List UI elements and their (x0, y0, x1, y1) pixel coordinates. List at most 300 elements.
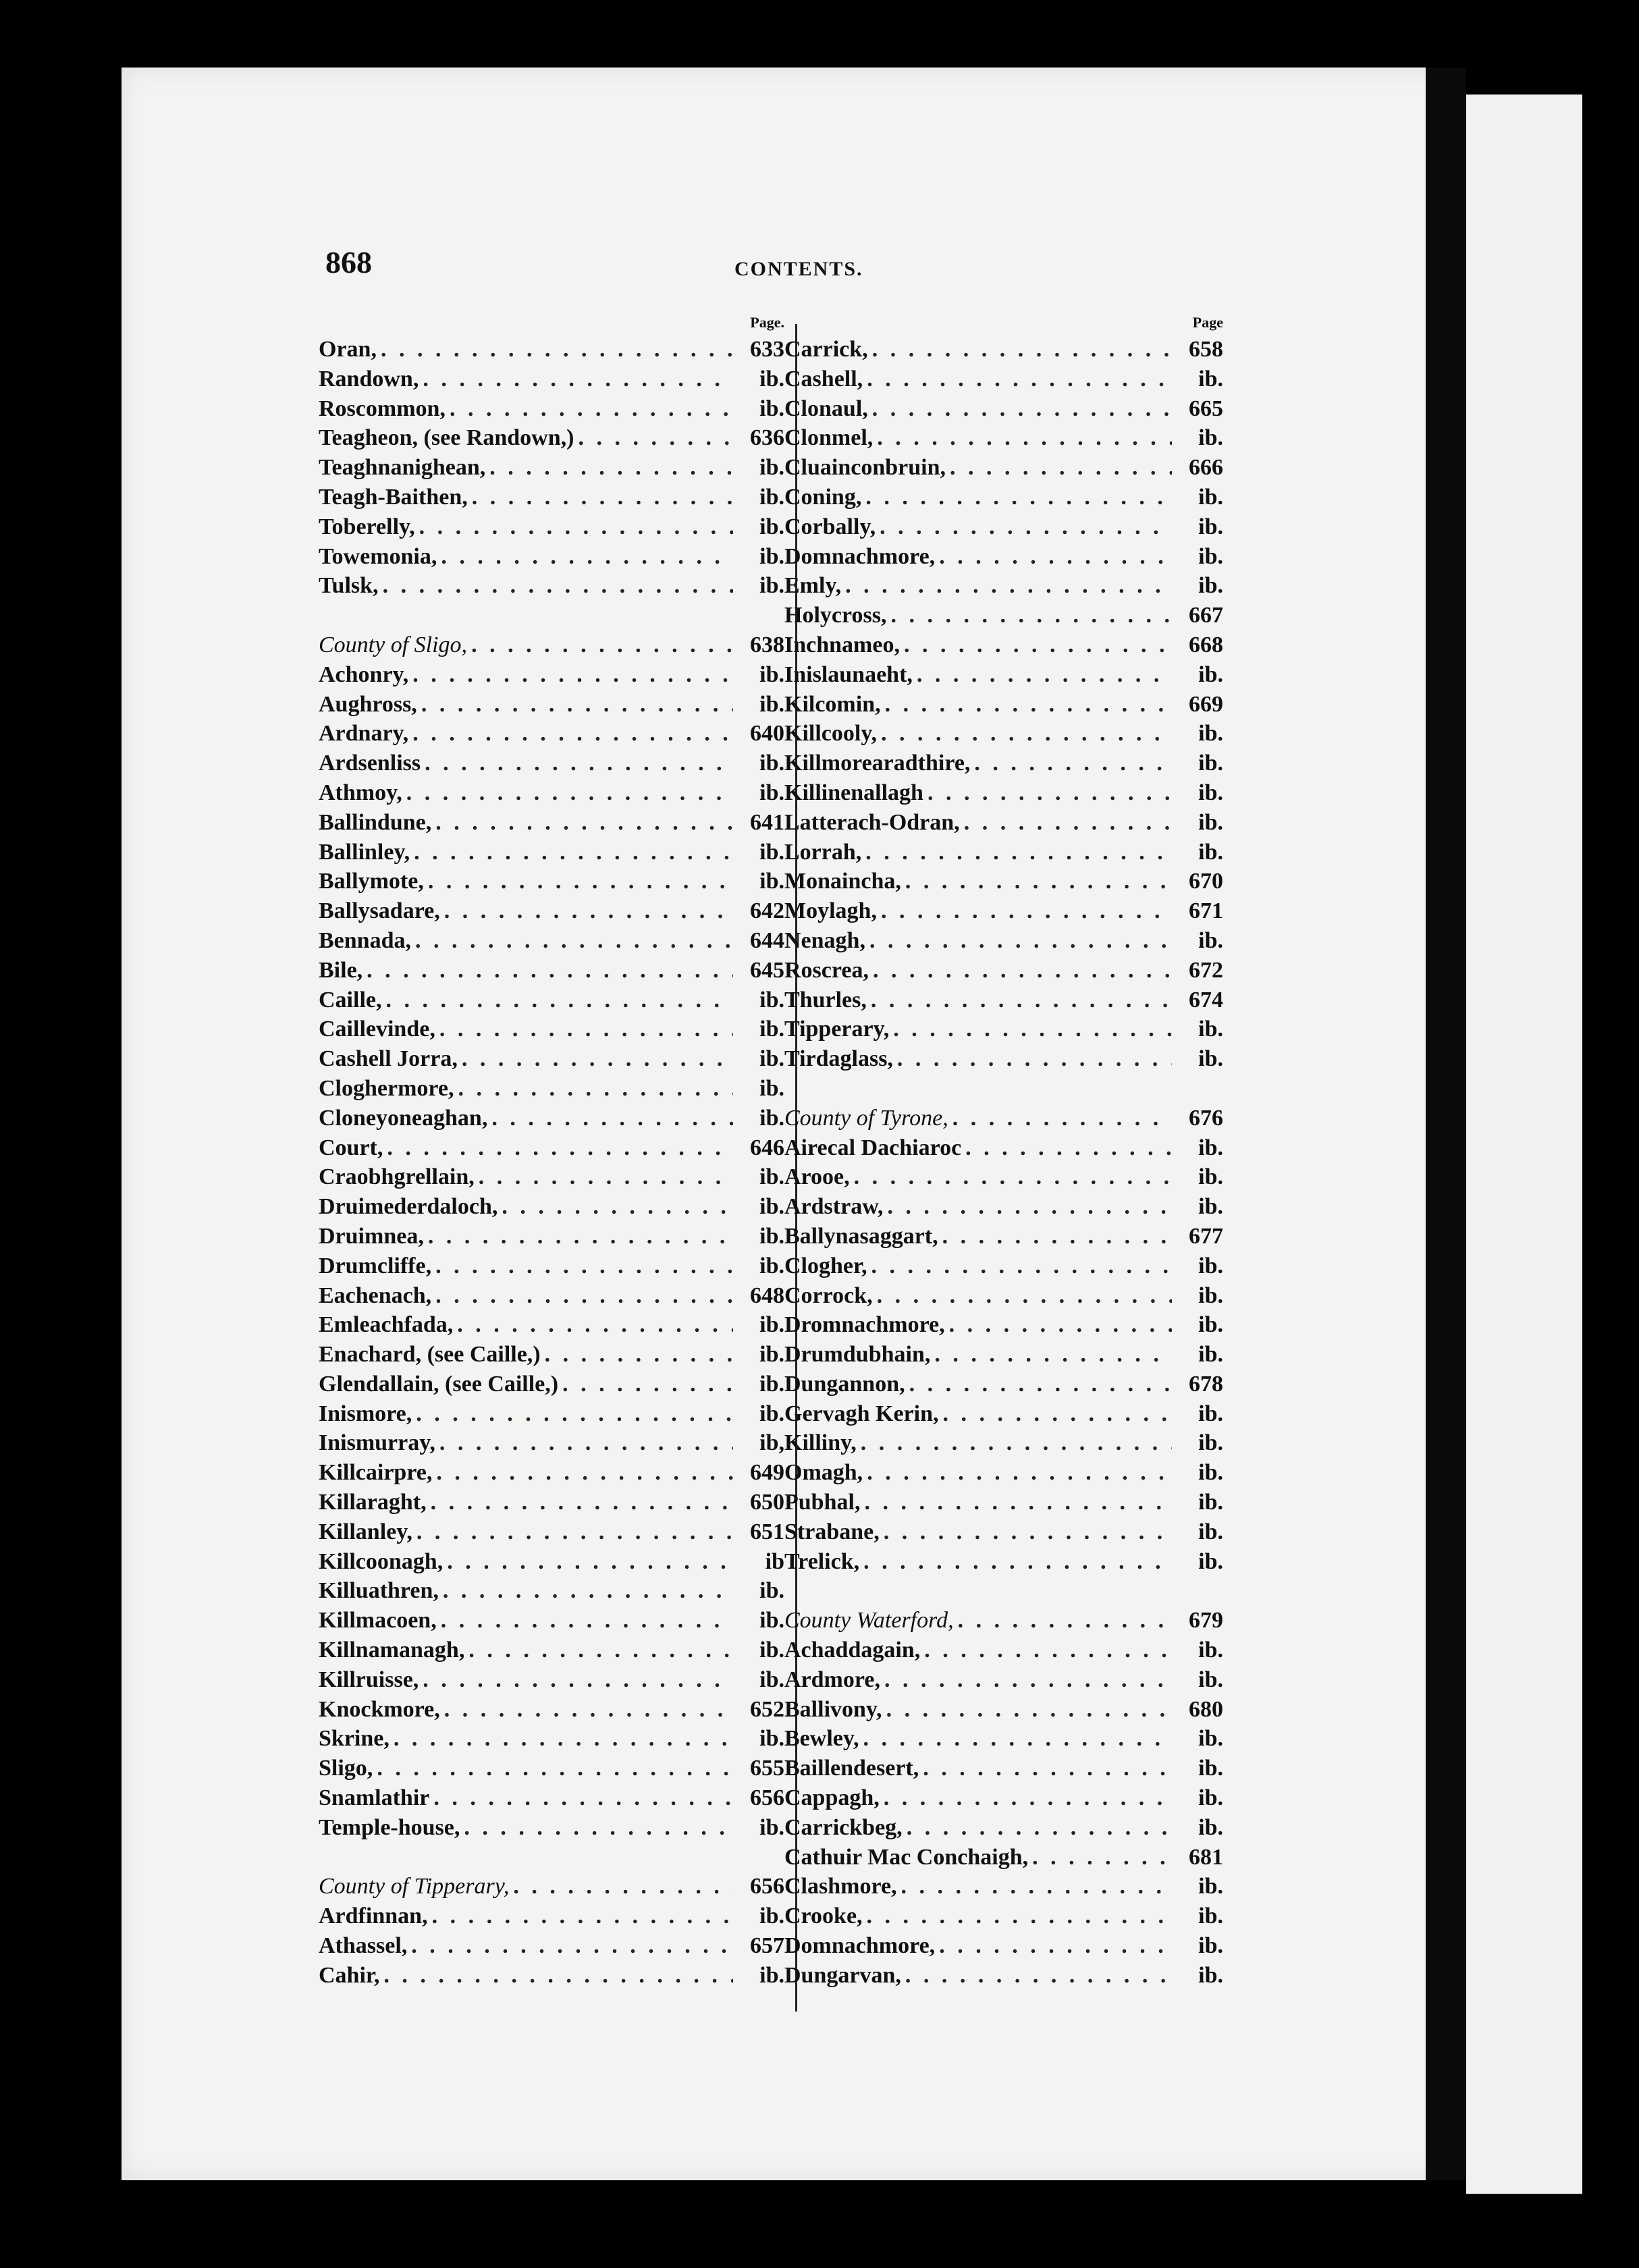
contents-entry (784, 1783, 1223, 1813)
contents-entry (319, 896, 784, 926)
entry-name: Dungannon, (784, 1371, 905, 1397)
contents-entry (784, 660, 1223, 690)
contents-entry (319, 1074, 784, 1104)
dot-leader (872, 335, 1172, 364)
entry-name: Gervagh Kerin, (784, 1401, 939, 1426)
entry-name: Airecal Dachiaroc (784, 1135, 962, 1160)
entry-name: Monaincha, (784, 869, 901, 894)
contents-entry (784, 1251, 1223, 1281)
entry-name: Tipperary, (784, 1017, 890, 1042)
dot-leader (881, 896, 1172, 926)
entry-page: 668 (1189, 632, 1223, 657)
section-heading (319, 630, 784, 660)
entry-page: ib. (1198, 1785, 1223, 1811)
dot-leader (383, 1961, 733, 1991)
dot-leader (864, 1488, 1172, 1517)
contents-entry (319, 483, 784, 512)
entry-page: 642 (750, 898, 784, 924)
dot-leader (428, 1222, 733, 1251)
dot-leader (491, 1104, 733, 1133)
contents-entry (784, 1636, 1223, 1665)
contents-entry (319, 1458, 784, 1488)
dot-leader (873, 956, 1172, 986)
contents-entry (319, 838, 784, 867)
entry-name: Bile, (319, 957, 363, 983)
contents-entry (319, 1783, 784, 1813)
dot-leader (394, 1724, 733, 1754)
dot-leader (923, 1754, 1172, 1783)
entry-page: ib. (1198, 1962, 1223, 1988)
contents-entry (319, 749, 784, 778)
entry-page: ib. (1198, 1312, 1223, 1338)
entry-page: 679 (1189, 1608, 1223, 1634)
entry-page: ib. (759, 1017, 784, 1042)
contents-entry (784, 453, 1223, 483)
entry-page: ib, (759, 1430, 784, 1456)
entry-name: Bewley, (784, 1726, 859, 1752)
dot-leader (458, 1074, 733, 1104)
entry-page: ib. (1198, 484, 1223, 510)
dot-leader (444, 1695, 733, 1725)
contents-entry (784, 1458, 1223, 1488)
entry-page: ib. (759, 1371, 784, 1397)
dot-leader (877, 423, 1172, 453)
entry-page: ib. (1198, 1933, 1223, 1959)
contents-entry (784, 778, 1223, 808)
section-gap (319, 1843, 784, 1872)
dot-leader (464, 1813, 733, 1843)
dot-leader (884, 1783, 1172, 1813)
dot-leader (886, 1695, 1172, 1725)
dot-leader (377, 1754, 733, 1783)
entry-page: ib. (1198, 425, 1223, 451)
entry-page: ib. (759, 573, 784, 599)
entry-name: Inislaunaeht, (784, 662, 913, 687)
entry-name: Inismore, (319, 1401, 412, 1426)
contents-entry (784, 838, 1223, 867)
entry-name: Ardmore, (784, 1667, 880, 1692)
dot-leader (412, 660, 733, 690)
dot-leader (439, 1428, 733, 1458)
entry-name: Drumdubhain, (784, 1342, 931, 1368)
dot-leader (871, 1251, 1172, 1281)
entry-name: County of Tyrone, (784, 1105, 948, 1131)
dot-leader (964, 808, 1172, 838)
entry-name: Craobhgrellain, (319, 1164, 475, 1190)
contents-entry (784, 1399, 1223, 1429)
dot-leader (431, 1488, 733, 1517)
entry-name: Glendallain, (see Caille,) (319, 1371, 559, 1397)
entry-name: Domnachmore, (784, 543, 936, 569)
entry-page: ib. (759, 1194, 784, 1220)
entry-page: 671 (1189, 898, 1223, 924)
dot-leader (423, 1665, 733, 1695)
entry-page: ib. (759, 396, 784, 421)
dot-leader (423, 364, 733, 394)
contents-entry (319, 1606, 784, 1636)
dot-leader (884, 1517, 1172, 1547)
entry-name: Ardfinnan, (319, 1904, 428, 1929)
entry-page: 645 (750, 957, 784, 983)
entry-page: ib. (759, 1578, 784, 1604)
entry-page: ib. (1198, 809, 1223, 835)
entry-page: 665 (1189, 396, 1223, 421)
dot-leader (909, 1370, 1172, 1399)
entry-name: Killcooly, (784, 721, 877, 747)
dot-leader (949, 1310, 1172, 1340)
entry-name: Achaddagain, (784, 1638, 921, 1663)
entry-page: 669 (1189, 691, 1223, 717)
entry-name: Teagh-Baithen, (319, 484, 468, 510)
entry-name: Cloghermore, (319, 1075, 454, 1101)
contents-entry (784, 1281, 1223, 1311)
entry-page: ib. (759, 780, 784, 805)
entry-page: 652 (750, 1696, 784, 1722)
entry-page: ib. (759, 1312, 784, 1338)
contents-column-left (319, 310, 784, 1991)
dot-leader (435, 1251, 733, 1281)
entry-name: Ballivony, (784, 1696, 882, 1722)
entry-page: ib. (759, 1342, 784, 1368)
section-heading (319, 1872, 784, 1901)
entry-name: Crooke, (784, 1904, 863, 1929)
dot-leader (578, 423, 733, 453)
entry-page: ib. (759, 455, 784, 481)
entry-name: Emleachfada, (319, 1312, 454, 1338)
entry-page: 655 (750, 1756, 784, 1781)
contents-entry (784, 1665, 1223, 1695)
dot-leader (924, 1636, 1172, 1665)
entry-page: ib. (1198, 1814, 1223, 1840)
contents-entry (784, 1754, 1223, 1783)
contents-entry (319, 1961, 784, 1991)
entry-name: Clonaul, (784, 396, 868, 421)
contents-entry (319, 1636, 784, 1665)
dot-leader (1032, 1843, 1172, 1872)
contents-entry (784, 1517, 1223, 1547)
entry-page: ib. (759, 1253, 784, 1278)
contents-entry (319, 1517, 784, 1547)
dot-leader (871, 986, 1172, 1015)
entry-name: Clonmel, (784, 425, 874, 451)
entry-name: Cluainconbruin, (784, 455, 946, 481)
entry-page: 641 (750, 809, 784, 835)
entry-page: ib. (759, 366, 784, 392)
dot-leader (869, 926, 1172, 956)
dot-leader (441, 1606, 733, 1636)
entry-name: Killruisse, (319, 1667, 419, 1692)
entry-name: Ballysadare, (319, 898, 440, 924)
dot-leader (414, 838, 733, 867)
entry-page: ib. (1198, 1490, 1223, 1515)
entry-name: Lorrah, (784, 839, 862, 865)
page-number: 868 (325, 245, 372, 279)
contents-entry (784, 542, 1223, 572)
entry-name: Cappagh, (784, 1785, 880, 1811)
dot-leader (471, 630, 733, 660)
entry-name: Inismurray, (319, 1430, 435, 1456)
entry-name: Ballindune, (319, 809, 432, 835)
entry-page: ib. (1198, 927, 1223, 953)
entry-name: Cashell, (784, 366, 863, 392)
entry-name: Knockmore, (319, 1696, 440, 1722)
entry-name: Teagheon, (see Randown,) (319, 425, 574, 451)
dot-leader (562, 1370, 733, 1399)
entry-name: Temple-house, (319, 1814, 460, 1840)
entry-page: ib. (759, 1164, 784, 1190)
entry-name: Eachenach, (319, 1282, 432, 1308)
contents-entry (319, 335, 784, 364)
entry-page: ib. (1198, 1756, 1223, 1781)
dot-leader (472, 483, 733, 512)
contents-entry (319, 1044, 784, 1074)
entry-page: 646 (750, 1135, 784, 1160)
dot-leader (950, 453, 1172, 483)
entry-page: 667 (1189, 603, 1223, 628)
dot-leader (450, 394, 733, 424)
entry-page: ib. (759, 1726, 784, 1752)
entry-name: Sligo, (319, 1756, 373, 1781)
contents-entry (784, 394, 1223, 424)
entry-page: ib. (1198, 1253, 1223, 1278)
contents-entry (784, 719, 1223, 749)
dot-leader (854, 1162, 1172, 1192)
contents-entry (784, 1222, 1223, 1251)
contents-entry (319, 808, 784, 838)
contents-entry (784, 956, 1223, 986)
entry-name: Roscrea, (784, 957, 869, 983)
dot-leader (901, 1872, 1172, 1901)
contents-column-right (784, 310, 1223, 1991)
entry-name: Omagh, (784, 1460, 863, 1486)
entry-page: ib. (759, 662, 784, 687)
dot-leader (489, 453, 733, 483)
dot-leader (905, 1961, 1172, 1991)
entry-name: Roscommon, (319, 396, 446, 421)
contents-entry (784, 1813, 1223, 1843)
dot-leader (428, 867, 733, 896)
contents-entry (784, 690, 1223, 720)
contents-entry (319, 1901, 784, 1931)
entry-page: ib. (1198, 1667, 1223, 1692)
dot-leader (441, 542, 733, 572)
facing-page-edge (1466, 94, 1582, 2194)
contents-entry (784, 1961, 1223, 1991)
contents-entry (784, 1133, 1223, 1163)
contents-entry (319, 1015, 784, 1044)
entry-name: Moylagh, (784, 898, 877, 924)
contents-entry (319, 867, 784, 896)
dot-leader (974, 749, 1172, 778)
entry-page: ib. (759, 484, 784, 510)
dot-leader (383, 571, 733, 601)
contents-entry (784, 1547, 1223, 1577)
dot-leader (457, 1310, 733, 1340)
entry-name: Corrock, (784, 1282, 873, 1308)
dot-leader (928, 778, 1172, 808)
entry-name: Court, (319, 1135, 383, 1160)
dot-leader (939, 542, 1172, 572)
entry-page: ib. (1198, 839, 1223, 865)
contents-entry (784, 335, 1223, 364)
dot-leader (865, 838, 1172, 867)
entry-name: Killcairpre, (319, 1460, 433, 1486)
entry-name: Dungarvan, (784, 1962, 901, 1988)
entry-name: County Waterford, (784, 1608, 954, 1634)
dot-leader (439, 1015, 733, 1044)
contents-entry (319, 1547, 784, 1577)
dot-leader (863, 1547, 1172, 1577)
entry-name: Kilcomin, (784, 691, 881, 717)
dot-leader (444, 896, 733, 926)
dot-leader (880, 512, 1172, 542)
entry-page: 656 (750, 1785, 784, 1811)
entry-name: Domnachmore, (784, 1933, 936, 1959)
dot-leader (447, 1547, 733, 1577)
contents-entry (319, 1399, 784, 1429)
entry-page: 640 (750, 721, 784, 747)
running-head: CONTENTS. (734, 258, 863, 280)
contents-entry (784, 630, 1223, 660)
entry-page: ib. (1198, 514, 1223, 539)
entry-page: ib. (759, 839, 784, 865)
contents-entry (319, 1192, 784, 1222)
entry-name: Latterach-Odran, (784, 809, 960, 835)
dot-leader (867, 1458, 1172, 1488)
entry-name: Athmoy, (319, 780, 402, 805)
entry-name: Cloneyoneaghan, (319, 1105, 488, 1131)
entry-page: ib. (1198, 1548, 1223, 1574)
entry-page: ib. (1198, 1726, 1223, 1752)
contents-entry (319, 394, 784, 424)
contents-entry (784, 896, 1223, 926)
entry-name: Druimnea, (319, 1223, 424, 1249)
dot-leader (917, 660, 1172, 690)
dot-leader (934, 1340, 1172, 1370)
contents-entry (319, 1931, 784, 1961)
contents-entry (319, 690, 784, 720)
dot-leader (419, 512, 733, 542)
dot-leader (417, 1517, 733, 1547)
dot-leader (872, 394, 1172, 424)
entry-page: ib. (1198, 1638, 1223, 1663)
contents-entry (784, 1901, 1223, 1931)
dot-leader (387, 1133, 733, 1163)
entry-page: ib. (1198, 662, 1223, 687)
entry-page: ib. (1198, 1135, 1223, 1160)
entry-name: Caille, (319, 987, 382, 1013)
entry-page: 651 (750, 1519, 784, 1544)
entry-name: Killcoonagh, (319, 1548, 444, 1574)
contents-entry (784, 1192, 1223, 1222)
contents-entry (319, 1695, 784, 1725)
contents-entry (784, 1310, 1223, 1340)
contents-entry (319, 1222, 784, 1251)
contents-entry (319, 1310, 784, 1340)
dot-leader (958, 1606, 1172, 1636)
contents-entry (319, 1162, 784, 1192)
dot-leader (867, 1901, 1172, 1931)
contents-entry (319, 542, 784, 572)
dot-leader (433, 1783, 733, 1813)
entry-page: ib. (1198, 780, 1223, 805)
dot-leader (381, 335, 733, 364)
entry-page: ib. (1198, 366, 1223, 392)
entry-page: 680 (1189, 1696, 1223, 1722)
contents-entry (784, 1015, 1223, 1044)
contents-entry (319, 571, 784, 601)
dot-leader (965, 1133, 1172, 1163)
page-column-label: Page (1192, 314, 1223, 331)
contents-entry (784, 867, 1223, 896)
entry-name: Achonry, (319, 662, 409, 687)
entry-page: ib. (759, 691, 784, 717)
entry-page: 681 (1189, 1844, 1223, 1870)
entry-page: ib. (1198, 573, 1223, 599)
contents-entry (784, 1428, 1223, 1458)
entry-list (319, 335, 784, 1991)
entry-page: 657 (750, 1933, 784, 1959)
entry-name: Killmorearadthire, (784, 751, 971, 776)
section-heading (784, 1606, 1223, 1636)
dot-leader (479, 1162, 733, 1192)
entry-page: ib. (1198, 1460, 1223, 1486)
entry-page: 636 (750, 425, 784, 451)
dot-leader (416, 1399, 733, 1429)
contents-entry (319, 660, 784, 690)
entry-name: Druimederdaloch, (319, 1194, 498, 1220)
entry-name: Corbally, (784, 514, 876, 539)
entry-page: 638 (750, 632, 784, 657)
entry-name: Killinenallagh (784, 780, 923, 805)
entry-page: 650 (750, 1490, 784, 1515)
contents-entry (319, 926, 784, 956)
entry-name: Killiny, (784, 1430, 857, 1456)
entry-list (784, 335, 1223, 1991)
dot-leader (411, 1931, 733, 1961)
dot-leader (905, 867, 1172, 896)
entry-name: Ballynasaggart, (784, 1223, 938, 1249)
section-gap (319, 601, 784, 630)
contents-entry (319, 1104, 784, 1133)
dot-leader (885, 690, 1172, 720)
entry-page: ib. (759, 869, 784, 894)
dot-leader (415, 926, 733, 956)
dot-leader (845, 571, 1172, 601)
dot-leader (861, 1428, 1172, 1458)
entry-name: Nenagh, (784, 927, 865, 953)
entry-name: Tirdaglass, (784, 1046, 893, 1072)
contents-entry (784, 986, 1223, 1015)
dot-leader (435, 808, 733, 838)
dot-leader (887, 1192, 1172, 1222)
dot-leader (865, 483, 1172, 512)
dot-leader (863, 1724, 1172, 1754)
entry-page: ib. (759, 1814, 784, 1840)
contents-entry (319, 1665, 784, 1695)
dot-leader (425, 749, 733, 778)
entry-name: Athassel, (319, 1933, 408, 1959)
entry-page: ib. (1198, 1194, 1223, 1220)
entry-name: Cathuir Mac Conchaigh, (784, 1844, 1029, 1870)
dot-leader (904, 630, 1172, 660)
contents-entry (319, 1340, 784, 1370)
page-column-label: Page. (750, 314, 784, 331)
contents-entry (784, 1843, 1223, 1872)
contents-entry (319, 1428, 784, 1458)
entry-page: ib. (1198, 751, 1223, 776)
entry-name: Killanley, (319, 1519, 412, 1544)
